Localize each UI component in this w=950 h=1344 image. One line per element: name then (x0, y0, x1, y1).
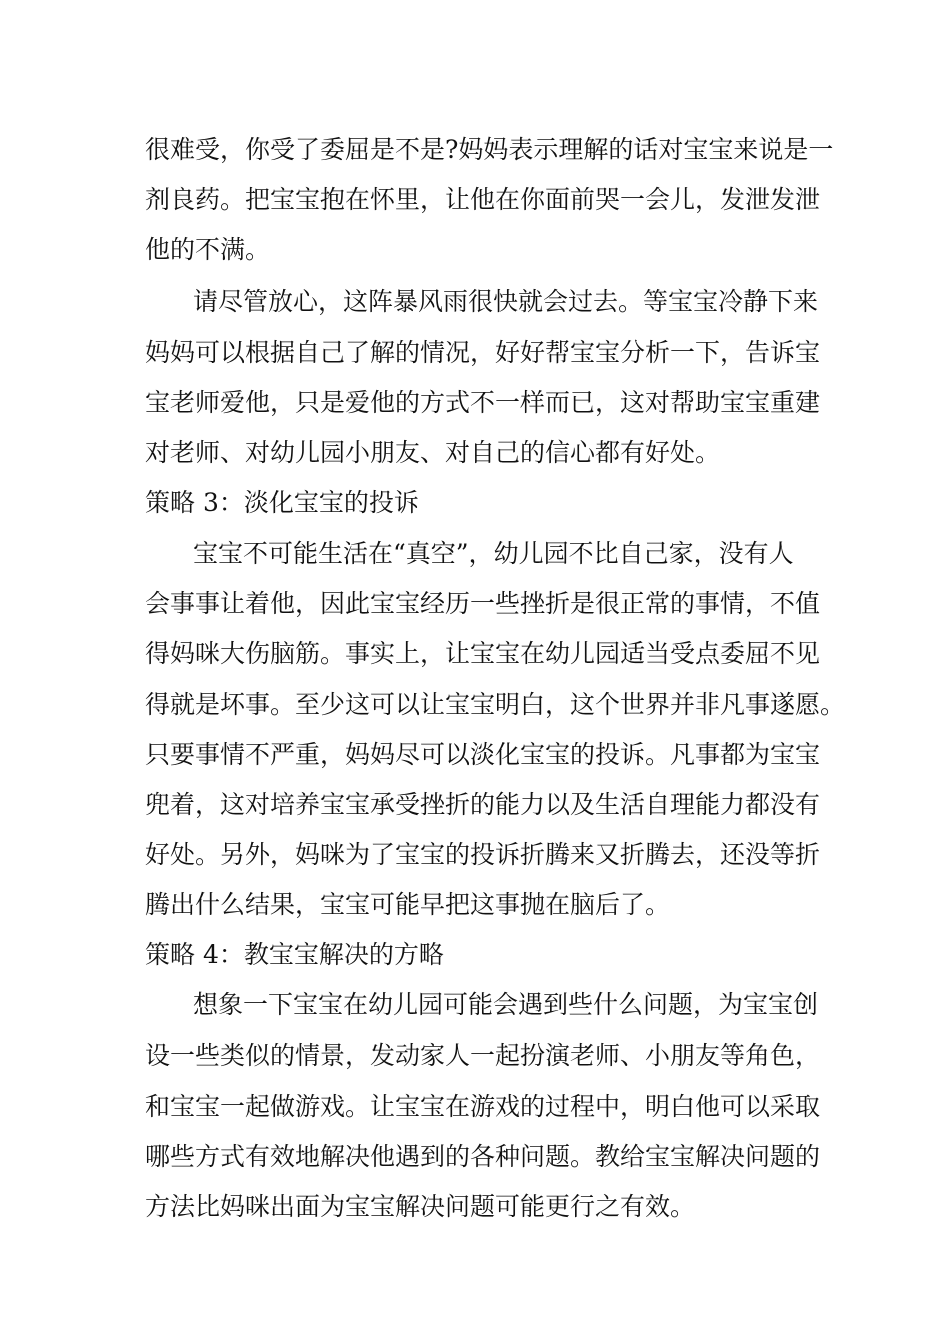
body-text-line: 设一些类似的情景，发动家人一起扮演老师、小朋友等角色， (145, 1041, 821, 1070)
body-text-line: 会事事让着他，因此宝宝经历一些挫折是很正常的事情，不值 (145, 589, 821, 618)
body-text-line: 很难受，你受了委屈是不是?妈妈表示理解的话对宝宝来说是一 (145, 135, 834, 164)
section-heading: 策略 3：淡化宝宝的投诉 (145, 488, 419, 517)
body-text-line: 兜着，这对培养宝宝承受挫折的能力以及生活自理能力都没有 (145, 790, 821, 819)
body-text-line: 方法比妈咪出面为宝宝解决问题可能更行之有效。 (145, 1192, 696, 1221)
body-text-line: 请尽管放心，这阵暴风雨很快就会过去。等宝宝冷静下来 (193, 287, 819, 316)
body-text-line: 得就是坏事。至少这可以让宝宝明白，这个世界并非凡事遂愿。 (145, 690, 846, 719)
body-text-line: 得妈咪大伤脑筋。事实上，让宝宝在幼儿园适当受点委屈不见 (145, 639, 821, 668)
body-text-line: 腾出什么结果，宝宝可能早把这事抛在脑后了。 (145, 890, 671, 919)
body-text-line: 剂良药。把宝宝抱在怀里，让他在你面前哭一会儿，发泄发泄 (145, 185, 821, 214)
body-text-line: 对老师、对幼儿园小朋友、对自己的信心都有好处。 (145, 438, 721, 467)
body-text-line: 宝老师爱他，只是爱他的方式不一样而已，这对帮助宝宝重建 (145, 388, 821, 417)
body-text-line: 他的不满。 (145, 235, 271, 264)
body-text-line: 妈妈可以根据自己了解的情况，好好帮宝宝分析一下，告诉宝 (145, 338, 821, 367)
section-heading: 策略 4：教宝宝解决的方略 (145, 940, 444, 969)
body-text-line: 宝宝不可能生活在“真空”，幼儿园不比自己家，没有人 (193, 539, 794, 568)
body-text-line: 哪些方式有效地解决他遇到的各种问题。教给宝宝解决问题的 (145, 1142, 821, 1171)
body-text-line: 好处。另外，妈咪为了宝宝的投诉折腾来又折腾去，还没等折 (145, 840, 821, 869)
body-text-line: 只要事情不严重，妈妈尽可以淡化宝宝的投诉。凡事都为宝宝 (145, 740, 821, 769)
body-text-line: 想象一下宝宝在幼儿园可能会遇到些什么问题，为宝宝创 (193, 990, 819, 1019)
body-text-line: 和宝宝一起做游戏。让宝宝在游戏的过程中，明白他可以采取 (145, 1092, 821, 1121)
